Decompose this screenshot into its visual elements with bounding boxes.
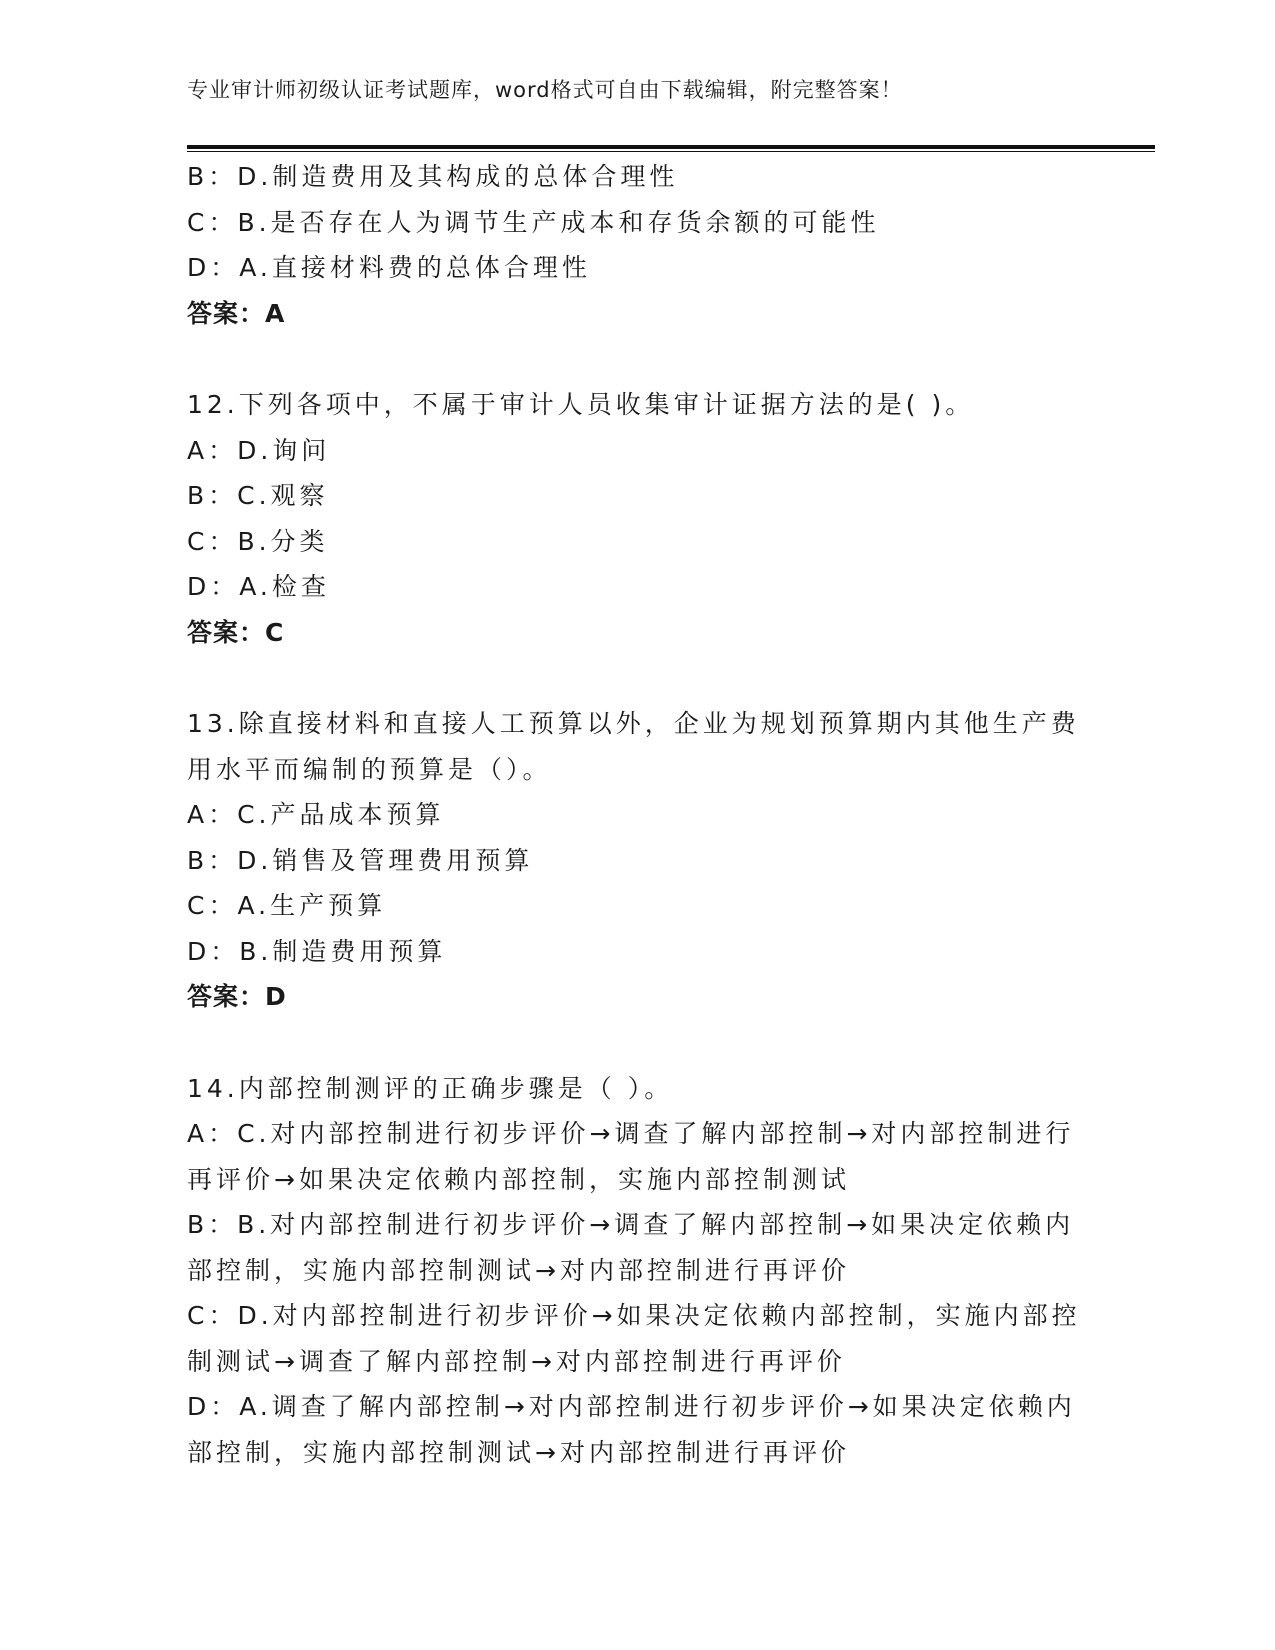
document-header: 专业审计师初级认证考试题库，word格式可自由下载编辑，附完整答案！ bbox=[187, 78, 903, 102]
option-line: D：A.直接材料费的总体合理性 bbox=[187, 253, 591, 282]
option-line: B：D.销售及管理费用预算 bbox=[187, 845, 534, 875]
option-line: 部控制，实施内部控制测试→对内部控制进行再评价 bbox=[187, 1255, 850, 1285]
option-line: 制测试→调查了解内部控制→对内部控制进行再评价 bbox=[187, 1346, 846, 1376]
question-list bbox=[187, 154, 1087, 1475]
option-line: C：D.对内部控制进行初步评价→如果决定依赖内部控制，实施内部控 bbox=[187, 1301, 1081, 1330]
question-stem: 用水平而编制的预算是（）。 bbox=[187, 754, 552, 784]
question-block bbox=[187, 382, 1087, 655]
option-line: D：A.检查 bbox=[187, 572, 330, 601]
option-line: A：C.产品成本预算 bbox=[187, 800, 445, 829]
option-line: 再评价→如果决定依赖内部控制，实施内部控制测试 bbox=[187, 1164, 850, 1194]
question-stem: 13.除直接材料和直接人工预算以外，企业为规划预算期内其他生产费 bbox=[187, 709, 1080, 738]
answer-line: 答案：C bbox=[187, 617, 285, 647]
option-line: C：B.分类 bbox=[187, 526, 329, 556]
option-line: B：B.对内部控制进行初步评价→调查了解内部控制→如果决定依赖内 bbox=[187, 1210, 1075, 1239]
header-rule-thin bbox=[187, 151, 1155, 152]
question-block bbox=[187, 701, 1087, 1020]
option-line: D：A.调查了解内部控制→对内部控制进行初步评价→如果决定依赖内 bbox=[187, 1392, 1076, 1421]
answer-line: 答案：A bbox=[187, 298, 286, 328]
option-line: C：A.生产预算 bbox=[187, 891, 387, 920]
option-line: B：D.制造费用及其构成的总体合理性 bbox=[187, 162, 679, 191]
option-line: A：D.询问 bbox=[187, 435, 331, 465]
answer-line: 答案：D bbox=[187, 982, 287, 1011]
option-line: 部控制，实施内部控制测试→对内部控制进行再评价 bbox=[187, 1437, 850, 1467]
header-rule-thick bbox=[187, 145, 1155, 149]
question-block bbox=[187, 154, 1087, 336]
option-line: B：C.观察 bbox=[187, 481, 329, 510]
question-stem: 14.内部控制测评的正确步骤是（ ）。 bbox=[187, 1073, 674, 1103]
option-line: D：B.制造费用预算 bbox=[187, 936, 447, 966]
question-stem: 12.下列各项中，不属于审计人员收集审计证据方法的是( )。 bbox=[187, 390, 975, 419]
question-block bbox=[187, 1066, 1087, 1476]
option-line: A：C.对内部控制进行初步评价→调查了解内部控制→对内部控制进行 bbox=[187, 1119, 1075, 1148]
option-line: C：B.是否存在人为调节生产成本和存货余额的可能性 bbox=[187, 207, 880, 237]
